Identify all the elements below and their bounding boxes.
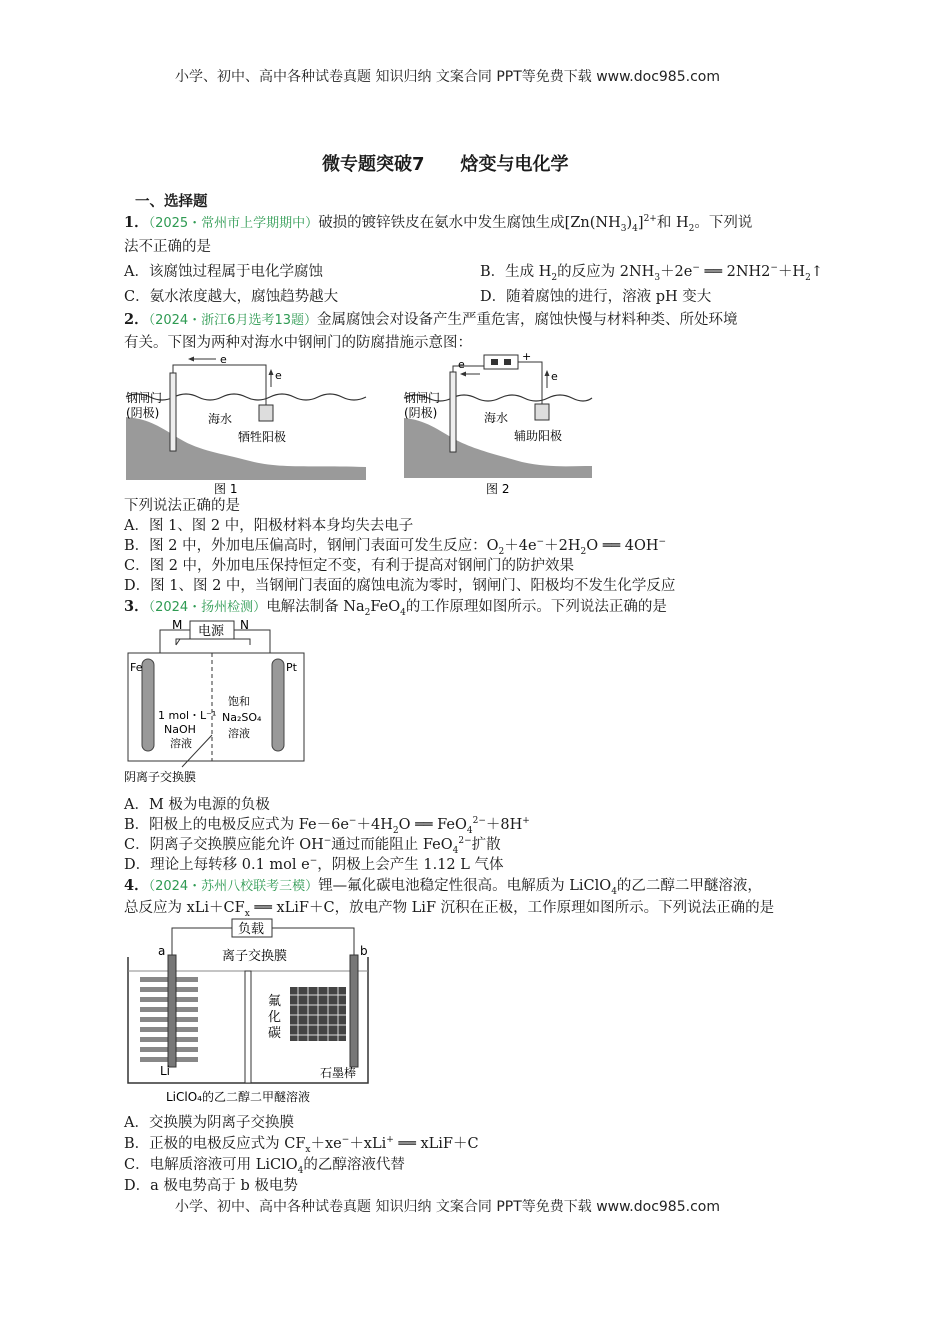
sup: − (309, 856, 318, 867)
li-electrode (168, 955, 176, 1067)
sup: + (522, 816, 530, 827)
figure-4-li-cf-battery (120, 915, 375, 1110)
page-header: 小学、初中、高中各种试卷真题 知识归纳 文案合同 PPT等免费下载 www.doc985.com (175, 69, 720, 85)
m-label: M (172, 618, 183, 632)
q2-number: 2． (124, 311, 149, 328)
fig1-water-label: 海水 (208, 412, 233, 426)
cf-label-3: 碳 (268, 1026, 282, 1041)
q4-stem-text: 总反应为 xLi＋CF (124, 900, 245, 916)
sup: + (386, 1135, 394, 1146)
q1-stem (124, 213, 752, 234)
sup: 2− (472, 816, 486, 827)
q1-option-c: C．氨水浓度越大，腐蚀趋势越大 (124, 289, 339, 305)
q3-stem-text: 电解法制备 Na (266, 599, 365, 615)
arrow-head (460, 372, 466, 377)
sub: 4 (452, 845, 459, 856)
left-solution-3: 溶液 (170, 737, 192, 750)
fig1-anode-label: 牺牲阳极 (238, 430, 287, 444)
steel-gate (450, 372, 456, 452)
sub: 2 (392, 825, 399, 836)
q2-stem (124, 310, 738, 331)
sup: 2+ (643, 214, 657, 225)
sub: 2 (498, 546, 505, 557)
right-solution-1: 饱和 (228, 695, 250, 708)
figure-1-sacrificial-anode (120, 355, 370, 495)
fig1-gate-label: 钢闸门 (126, 391, 163, 405)
q1-stem-text: ] (637, 215, 644, 231)
sub: 4 (400, 607, 406, 618)
sup: − (770, 263, 778, 274)
sup: − (658, 537, 667, 548)
sub: x (244, 908, 250, 919)
q2-option-b (124, 536, 666, 556)
opt-text: O ══ FeO (398, 817, 467, 833)
sub: 4 (611, 886, 617, 897)
sub: 4 (297, 1165, 304, 1176)
carbon-fluoride-lattice (290, 987, 346, 1041)
fig2-e-label: e (458, 358, 465, 371)
fe-electrode (142, 659, 154, 751)
page-footer: 小学、初中、高中各种试卷真题 知识归纳 文案合同 PPT等免费下载 www.doc985.com (175, 1199, 720, 1215)
sub: 2 (688, 223, 695, 234)
cf-grid (290, 987, 346, 1041)
right-solution-3: 溶液 (228, 727, 250, 740)
fig2-cathode-label: (阴极) (404, 406, 438, 420)
figure-3-electrolysis (120, 615, 310, 790)
fig1-e-label: e (220, 355, 227, 366)
q1-stem-text: 。下列说 (694, 215, 753, 231)
n-label: N (240, 618, 249, 632)
opt-text: 的乙醇溶液代替 (303, 1157, 405, 1173)
membrane-label: 离子交换膜 (222, 949, 288, 964)
q2-option-d: D．图 1、图 2 中，当钢闸门表面的腐蚀电流为零时，钢闸门、阳极均不发生化学反应 (124, 578, 676, 594)
q1-option-a: A．该腐蚀过程属于电化学腐蚀 (124, 264, 323, 280)
opt-text: C．阴离子交换膜应能允许 OH (124, 837, 324, 853)
opt-text: ══ 2NH2 (699, 264, 771, 280)
q1-stem-text: 和 H (656, 215, 689, 231)
sup: 2− (458, 836, 472, 847)
opt-text: 扩散 (471, 837, 501, 853)
q2-stem-text: 金属腐蚀会对设备产生严重危害，腐蚀快慢与材料种类、所处环境 (317, 312, 738, 328)
sup: − (341, 1135, 350, 1146)
power-label: 电源 (198, 624, 225, 639)
sub: 4 (466, 825, 473, 836)
electrolyte-caption: LiClO₄的乙二醇二甲醚溶液 (166, 1090, 310, 1104)
fig2-anode-label: 辅助阳极 (514, 429, 563, 443)
fig2-gate-label: 钢闸门 (404, 391, 441, 405)
fig2-plus-label: + (522, 350, 532, 363)
membrane-label: 阴离子交换膜 (124, 770, 197, 784)
a-label: a (158, 944, 166, 958)
wire (518, 362, 542, 404)
section-heading: 一、选择题 (135, 194, 208, 210)
opt-text: ＋H (777, 264, 806, 280)
q4-option-b (124, 1134, 479, 1154)
ion-exchange-membrane (245, 971, 251, 1083)
opt-text: ＋8H (485, 817, 523, 833)
q3-option-c (124, 835, 501, 855)
q2-lead: 下列说法正确的是 (124, 498, 240, 514)
sup: − (692, 263, 700, 274)
q1-option-b (480, 262, 823, 282)
sup: − (536, 537, 545, 548)
arrow-head (269, 369, 274, 375)
q2-option-c: C．图 2 中，外加电压保持恒定不变，有利于提高对钢闸门的防护效果 (124, 558, 575, 574)
sub: 4 (632, 223, 638, 234)
q4-stem-text: ══ xLiF＋C，放电产物 LiF 沉积在正极，工作原理如图所示。下列说法正确的是 (249, 900, 775, 916)
sacrificial-anode-block (259, 405, 273, 421)
battery-cell (491, 359, 498, 365)
pt-electrode (272, 659, 284, 751)
arrow-tick (176, 639, 180, 645)
q1-option-d: D．随着腐蚀的进行，溶液 pH 变大 (480, 289, 712, 305)
q2-option-a: A．图 1、图 2 中，阳极材料本身均失去电子 (124, 518, 414, 534)
q2-stem-line2: 有关。下图为两种对海水中钢闸门的防腐措施示意图： (124, 335, 472, 351)
seabed (126, 417, 366, 480)
opt-text: ══ xLiF＋C (393, 1136, 479, 1152)
auxiliary-anode-block (535, 404, 549, 420)
sub: 2 (580, 546, 587, 557)
q3-option-d (124, 855, 504, 875)
figure-2-impressed-current (400, 348, 595, 496)
li-label: Li (160, 1064, 171, 1078)
sub: 2 (551, 272, 558, 283)
fig1-cathode-label: (阴极) (126, 406, 160, 420)
arrow-head (188, 357, 194, 362)
fig1-caption: 图 1 (214, 482, 238, 495)
q4-number: 4． (124, 877, 149, 894)
q1-stem-text: ) (626, 215, 633, 231)
wire-right (234, 630, 270, 655)
q1-number: 1． (124, 214, 149, 231)
q4-option-d: D．a 极电势高于 b 极电势 (124, 1178, 298, 1194)
opt-text: B．图 2 中，外加电压偏高时，钢闸门表面可发生反应：O (124, 538, 499, 554)
opt-text: D．理论上每转移 0.1 mol e (124, 857, 310, 873)
q1-source: （2025・常州市上学期期中） (148, 216, 319, 231)
q3-option-b (124, 815, 530, 835)
q3-stem-text: 的工作原理如图所示。下列说法正确的是 (405, 599, 667, 615)
q3-option-a: A．M 极为电源的负极 (124, 797, 270, 813)
fig2-caption: 图 2 (486, 482, 510, 496)
sub: x (305, 1144, 311, 1155)
graphite-rod (350, 955, 358, 1067)
opt-text: C．电解质溶液可用 LiClO (124, 1157, 298, 1173)
graphite-label: 石墨棒 (320, 1066, 357, 1080)
pt-label: Pt (286, 661, 297, 674)
q4-stem-text: 的乙二醇二甲醚溶液， (616, 878, 762, 894)
fig2-e-label: e (551, 370, 558, 383)
battery-cell (504, 359, 511, 365)
q4-option-c (124, 1155, 405, 1175)
opt-text: O ══ 4OH (586, 538, 659, 554)
opt-text: 通过而能阻止 FeO (331, 837, 453, 853)
load-label: 负载 (238, 922, 265, 937)
seabed (404, 418, 592, 478)
b-label: b (360, 944, 368, 958)
opt-text: ＋4e (504, 538, 537, 554)
fig1-e-label: e (275, 369, 282, 382)
opt-text: ＋xe (310, 1136, 342, 1152)
q3-number: 3． (124, 598, 149, 615)
right-solution-2: Na₂SO₄ (222, 711, 262, 724)
wire-left (160, 630, 190, 655)
sub: 3 (620, 223, 627, 234)
sub: 2 (805, 272, 811, 283)
opt-text: ＋xLi (349, 1136, 387, 1152)
opt-text: B．阳极上的电极反应式为 Fe－6e (124, 817, 349, 833)
left-solution-1: 1 mol・L⁻¹ (158, 709, 217, 722)
opt-text: ＋4H (356, 817, 393, 833)
left-solution-2: NaOH (164, 723, 196, 736)
q4-stem (124, 876, 762, 897)
steel-gate (170, 373, 176, 451)
dc-source (484, 355, 518, 369)
sup: − (348, 816, 357, 827)
q4-option-a: A．交换膜为阴离子交换膜 (124, 1115, 294, 1131)
opt-text: B．生成 H (480, 264, 552, 280)
cf-label-1: 氟 (268, 994, 282, 1009)
q1-stem-text: 破损的镀锌铁皮在氨水中发生腐蚀生成[Zn(NH (318, 215, 621, 231)
current-arrow (234, 639, 250, 645)
opt-text: ↑ (810, 264, 823, 280)
fig2-water-label: 海水 (484, 411, 509, 425)
arrow-head (545, 370, 550, 376)
q4-stem-text: 锂—氟化碳电池稳定性很高。电解质为 LiClO (318, 878, 612, 894)
q2-source: （2024・浙江6月选考13题） (148, 313, 317, 328)
sub: 2 (364, 607, 371, 618)
q4-source: （2024・苏州八校联考三模） (148, 879, 319, 894)
sup: − (323, 836, 332, 847)
opt-text: 的反应为 2NH (557, 264, 655, 280)
opt-text: ，阴极上会产生 1.12 L 气体 (317, 857, 504, 873)
q1-stem-line2: 法不正确的是 (124, 239, 211, 255)
fe-label: Fe (130, 661, 143, 674)
cf-label-2: 化 (268, 1010, 282, 1025)
opt-text: ＋2H (544, 538, 581, 554)
q3-stem-text: FeO (370, 599, 401, 615)
page-title: 微专题突破7 焓变与电化学 (322, 154, 569, 175)
q3-source: （2024・扬州检测） (148, 600, 267, 615)
opt-text: ＋2e (660, 264, 693, 280)
sub: 3 (654, 272, 661, 283)
opt-text: B．正极的电极反应式为 CF (124, 1136, 306, 1152)
